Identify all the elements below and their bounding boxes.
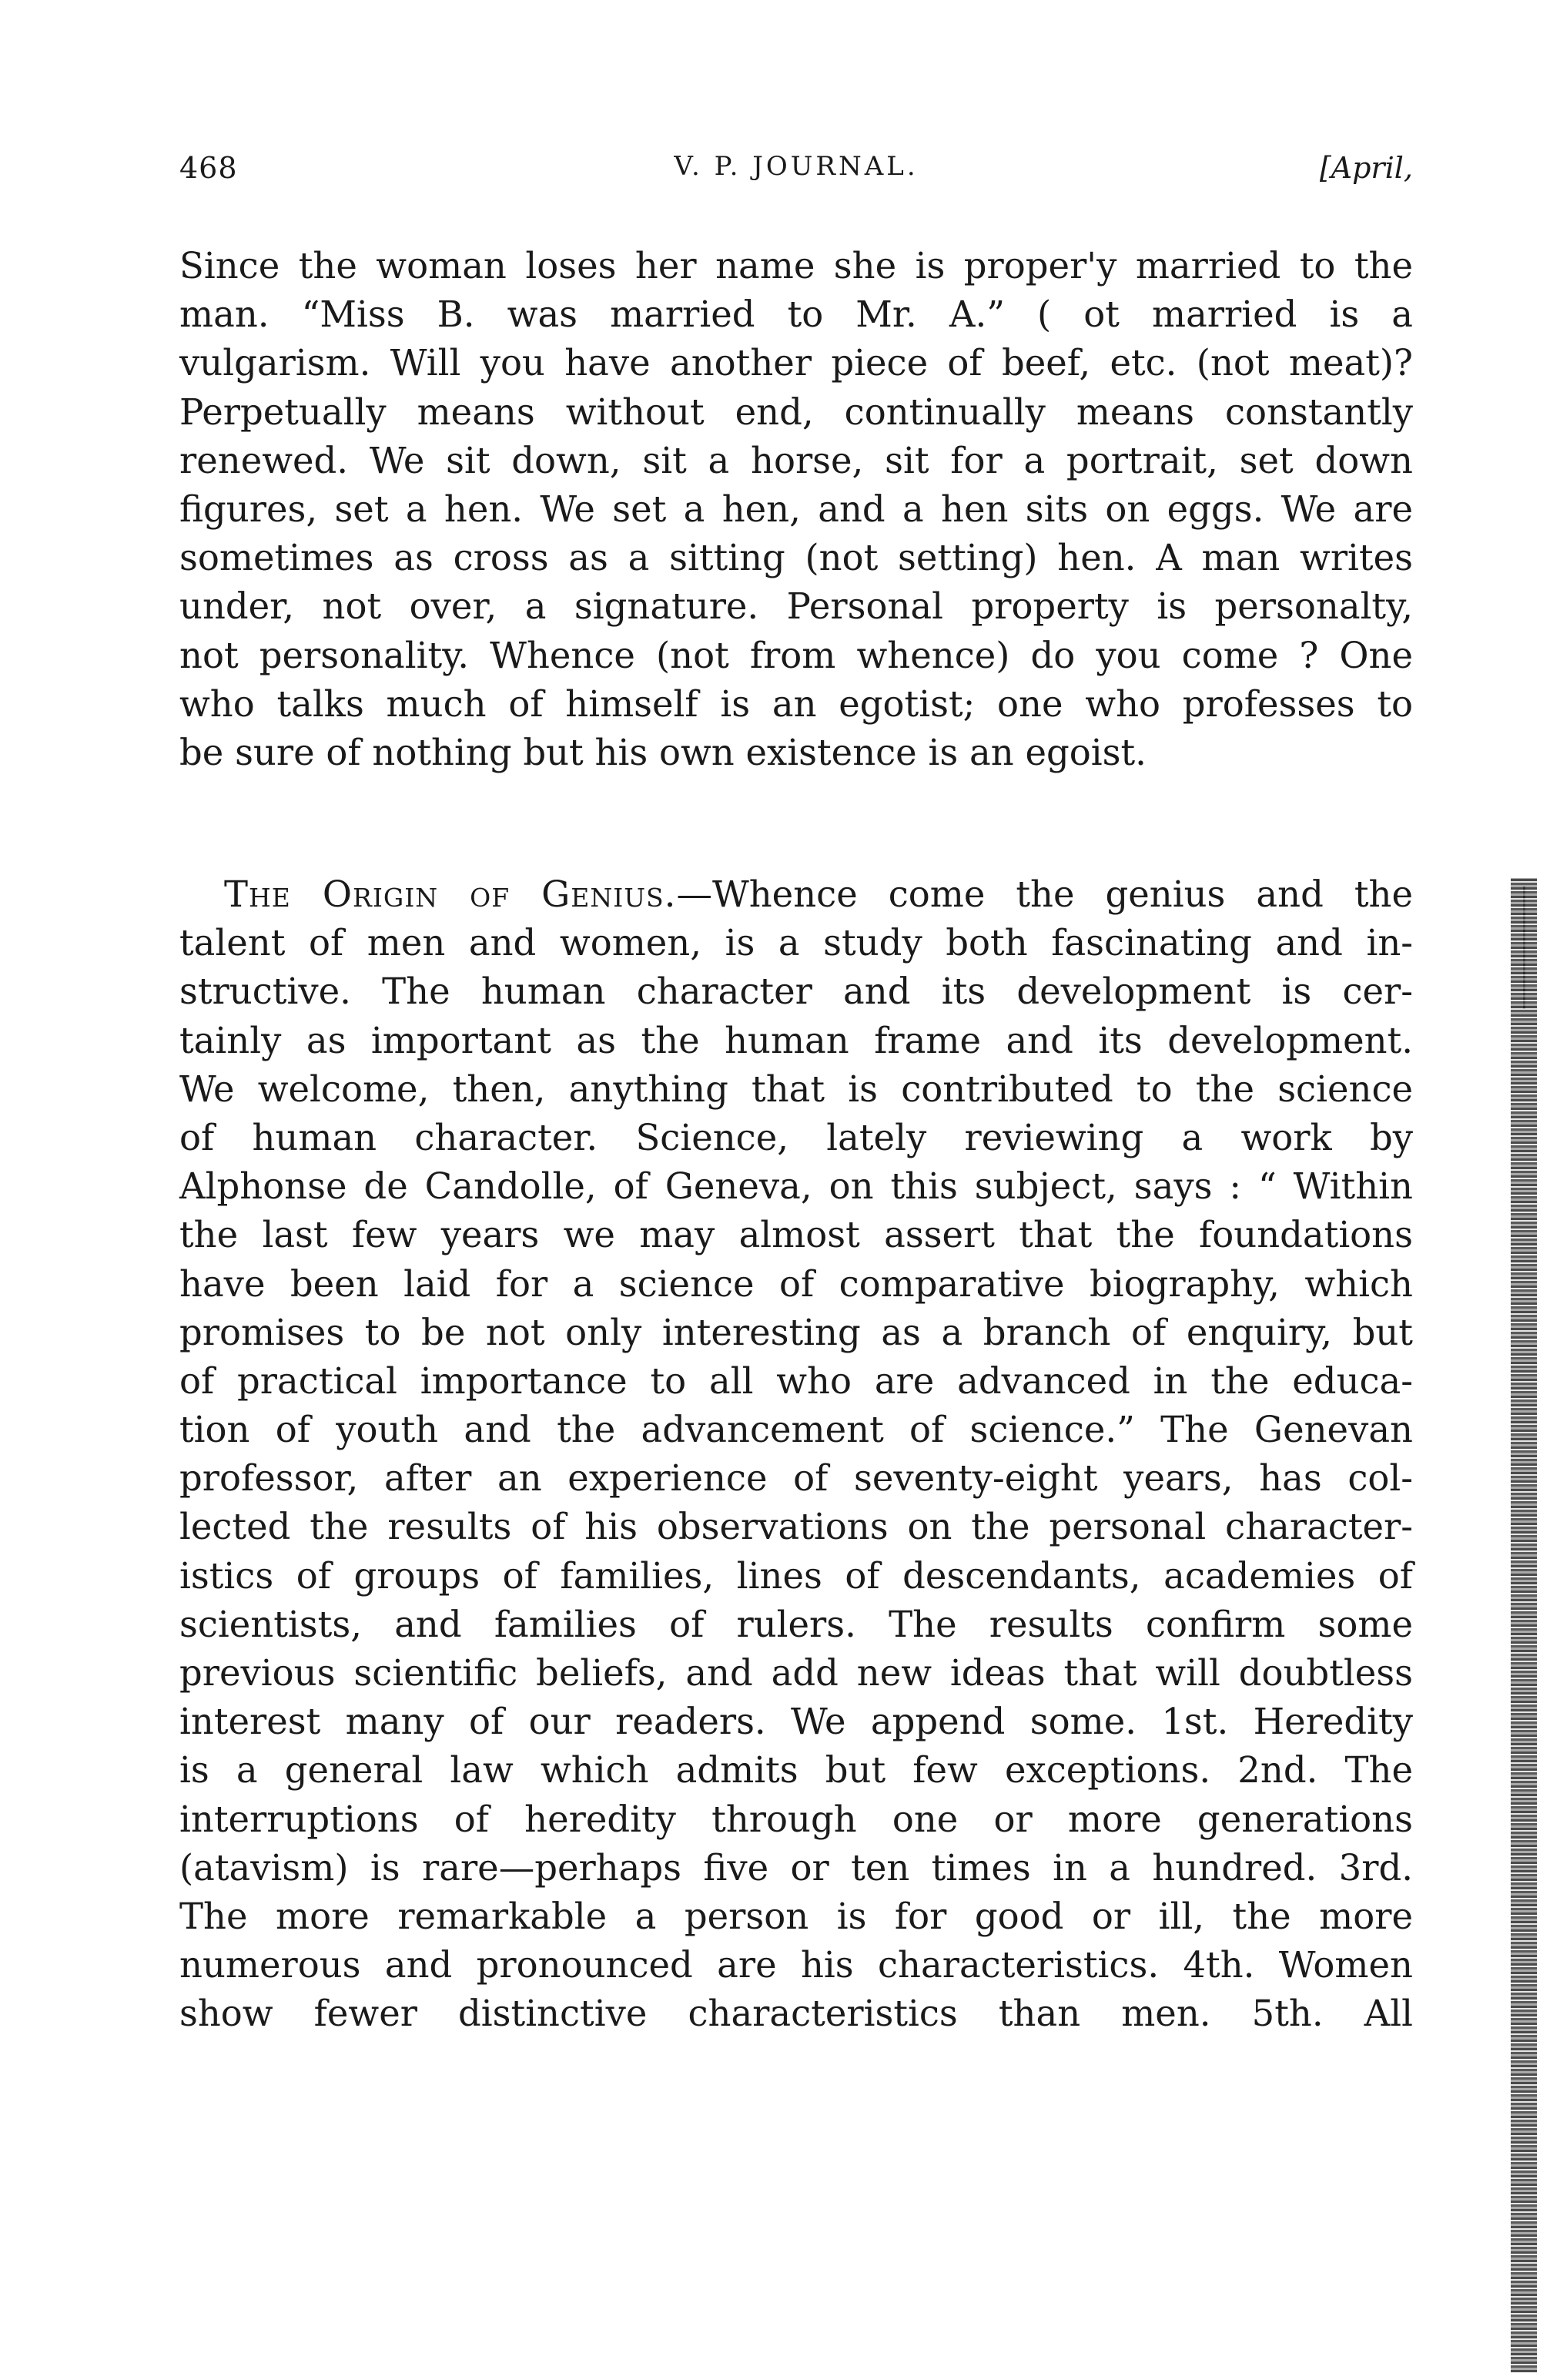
- text-line: Alphonse de Candolle, of Geneva, on this subject, says : “ Within: [179, 1165, 1413, 1208]
- text-line: the last few years we may almost assert that the foundations: [179, 1214, 1413, 1256]
- text-line: man. “Miss B. was married to Mr. A.” ( ot married is a: [179, 293, 1413, 336]
- text-line: tainly as important as the human frame and its development.: [179, 1019, 1413, 1061]
- text-line: of practical importance to all who are advanced in the educa-: [179, 1359, 1413, 1402]
- journal-title: V. P. JOURNAL.: [674, 151, 919, 182]
- text-line: renewed. We sit down, sit a horse, sit for a portrait, set down: [179, 439, 1413, 481]
- text-line: be sure of nothing but his own existence is an egoist.: [179, 731, 1147, 773]
- text-line-first-rest: —Whence come the genius and the: [676, 873, 1413, 915]
- text-line: (atavism) is rare—perhaps five or ten times in a hundred. 3rd.: [179, 1846, 1413, 1889]
- text-line: The more remarkable a person is for good or ill, the more: [179, 1895, 1413, 1937]
- text-line: interruptions of heredity through one or more generations: [179, 1798, 1413, 1840]
- text-line: professor, after an experience of seventy-eight years, has col-: [179, 1457, 1413, 1500]
- text-line: of human character. Science, lately reviewing a work by: [179, 1116, 1413, 1158]
- text-line: vulgarism. Will you have another piece of beef, etc. (not meat)?: [179, 342, 1413, 384]
- section-heading: The Origin of Genius.: [224, 873, 677, 915]
- page-number: 468: [179, 151, 238, 185]
- text-line: tion of youth and the advancement of science.” The Genevan: [179, 1409, 1413, 1451]
- text-line: scientists, and families of rulers. The results confirm some: [179, 1603, 1413, 1645]
- text-line: who talks much of himself is an egotist; one who professes to: [179, 682, 1413, 725]
- text-line: previous scientific beliefs, and add new ideas that will doubtless: [179, 1652, 1413, 1694]
- text-line: interest many of our readers. We append some. 1st. Heredity: [179, 1701, 1413, 1743]
- text-line: We welcome, then, anything that is contributed to the science: [179, 1068, 1413, 1110]
- text-line: istics of groups of families, lines of descendants, academies of: [179, 1554, 1413, 1597]
- text-line: under, not over, a signature. Personal property is personalty,: [179, 585, 1413, 628]
- text-line: structive. The human character and its development is cer-: [179, 970, 1413, 1013]
- text-line: Perpetually means without end, continually means constantly: [179, 391, 1413, 433]
- text-line: not personality. Whence (not from whence) do you come ? One: [179, 634, 1413, 676]
- paragraph-usage-notes: [179, 242, 1413, 777]
- text-line: sometimes as cross as a sitting (not setting) hen. A man writes: [179, 537, 1413, 579]
- text-line: is a general law which admits but few exceptions. 2nd. The: [179, 1749, 1413, 1792]
- text-line-first: [179, 870, 1413, 919]
- text-line: show fewer distinctive characteristics than men. 5th. All: [179, 1993, 1413, 2035]
- text-line: figures, set a hen. We set a hen, and a hen sits on eggs. We are: [179, 488, 1413, 530]
- text-line: promises to be not only interesting as a branch of enquiry, but: [179, 1311, 1413, 1353]
- running-head-month: [April,: [1319, 151, 1413, 185]
- running-head: [179, 151, 1413, 197]
- text-line: Since the woman loses her name she is proper'y married to the: [179, 245, 1413, 287]
- paragraph-origin-of-genius: [179, 870, 1413, 2039]
- text-line: have been laid for a science of comparative biography, which: [179, 1262, 1413, 1305]
- scan-edge-texture: [1511, 878, 1537, 2372]
- text-line: numerous and pronounced are his characteristics. 4th. Women: [179, 1944, 1413, 1986]
- text-line: talent of men and women, is a study both fascinating and in-: [179, 922, 1413, 964]
- text-line: lected the results of his observations on the personal character-: [179, 1506, 1413, 1548]
